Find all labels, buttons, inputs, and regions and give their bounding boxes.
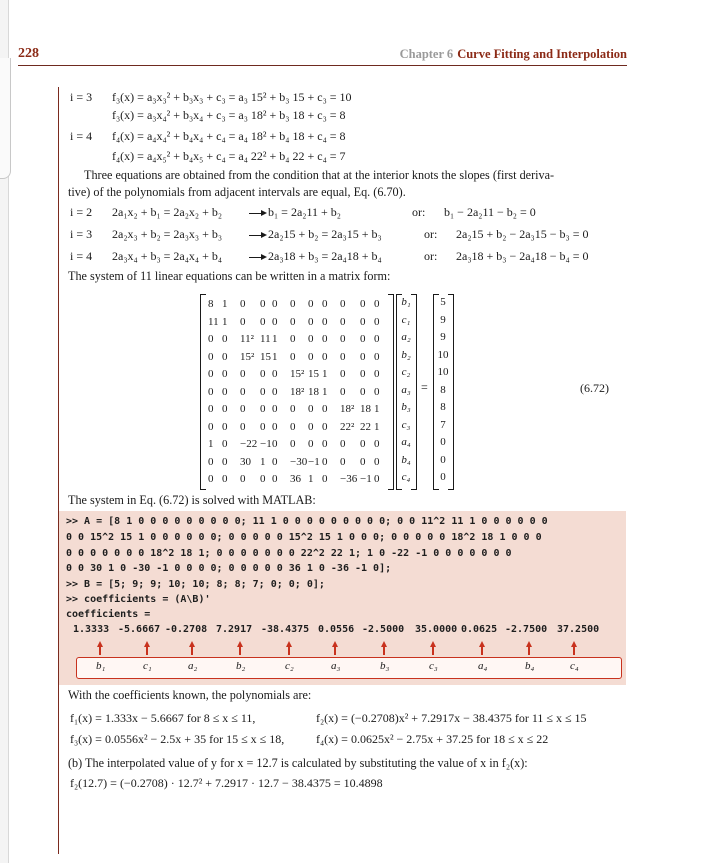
- slope-lhs-i3: 2a₂x₃ + b₂ = 2a₃x₃ + b₃: [112, 227, 223, 241]
- matrix-cell: 0: [290, 403, 296, 415]
- matrix-cell: 11²: [240, 333, 254, 345]
- matrix-cell: 0: [290, 350, 296, 363]
- matrix-cell: 0: [340, 385, 346, 398]
- matrix-cell: 0: [360, 298, 366, 310]
- matrix-bracket-right: [388, 294, 394, 490]
- part-b-result: f₂(12.7) = (−0.2708) · 12.7² + 7.2917 · 12.7 − 38.4375 = 10.4898: [70, 776, 383, 790]
- red-up-arrow-icon: [237, 641, 243, 655]
- red-up-arrow-icon: [189, 641, 195, 655]
- coefficient-value: 7.2917: [216, 624, 253, 635]
- margin-bar: [58, 87, 59, 854]
- matlab-line-1: >> A = [8 1 0 0 0 0 0 0 0 0 0; 11 1 0 0 0 0 0 0 0 0 0; 0 0 11^2 11 1 0 0 0 0 0 0: [66, 516, 548, 527]
- coefficient-name: c₃: [429, 660, 438, 672]
- matrix-cell: 0: [374, 350, 380, 363]
- matrix-cell: 0: [240, 298, 246, 310]
- matrix-cell: 0: [322, 420, 328, 433]
- matrix-cell: 0: [272, 368, 278, 380]
- matrix-cell: 0: [272, 298, 278, 310]
- rhs-cell: 8: [440, 383, 446, 396]
- matrix-cell: 1: [222, 315, 228, 328]
- coefficient-name: b₄: [525, 660, 535, 672]
- page-edge-tab: [0, 58, 11, 179]
- matrix-cell: 0: [360, 350, 366, 363]
- matrix-cell: 0: [222, 455, 228, 468]
- matrix-cell: 0: [240, 368, 246, 380]
- matrix-cell: 0: [260, 368, 266, 380]
- matrix-cell: 0: [360, 333, 366, 345]
- matrix-cell: −36: [340, 473, 358, 485]
- matrix-cell: 0: [374, 333, 380, 345]
- matrix-cell: 1: [374, 403, 380, 415]
- matrix-cell: 0: [208, 333, 214, 345]
- red-up-arrow-icon: [97, 641, 103, 655]
- red-up-arrow-icon: [144, 641, 150, 655]
- eq-f4-2: f₄(x) = a₄x₅² + b₄x₅ + c₄ = a₄ 22² + b₄ 22 + c₄ = 7: [112, 149, 346, 163]
- matrix-cell: 1: [272, 333, 278, 345]
- matrix-cell: 0: [272, 403, 278, 415]
- slope-rhs-i3: 2a₂15 + b₂ = 2a₃15 + b₃: [268, 227, 382, 241]
- unknown-cell: c₄: [401, 471, 411, 483]
- matrix-cell: −30: [290, 455, 308, 468]
- coefficient-value: 1.3333: [73, 624, 110, 635]
- matlab-line-7: coefficients =: [66, 609, 151, 620]
- matrix-cell: 1: [208, 438, 214, 450]
- eq-label-i3: i = 3: [70, 90, 93, 104]
- matrix-cell: 1: [374, 420, 380, 433]
- slope-or-i3: or:: [424, 227, 438, 241]
- matrix-cell: 0: [308, 403, 314, 415]
- arrow-icon: [246, 249, 270, 264]
- coefficient-name: b₃: [380, 660, 390, 672]
- eq-label-i4: i = 4: [70, 129, 93, 143]
- matrix-cell: 1: [260, 455, 266, 468]
- matrix-cell: 18: [360, 403, 371, 415]
- polynomial-f4: f₄(x) = 0.0625x² − 2.75x + 37.25 for 18 ≤ x ≤ 22: [316, 732, 549, 746]
- rhs-cell: 7: [440, 418, 446, 431]
- matrix-cell: 8: [208, 298, 214, 310]
- matrix-cell: 0: [360, 438, 366, 450]
- matrix-cell: 18²: [340, 403, 355, 415]
- matrix-cell: 0: [240, 420, 246, 433]
- matrix-cell: 0: [322, 333, 328, 345]
- unknown-cell: b₂: [401, 348, 411, 361]
- slope-alt-i3: 2a₂15 + b₂ − 2a₃15 − b₃ = 0: [456, 227, 589, 241]
- matrix-cell: 0: [340, 455, 346, 468]
- unknown-cell: a₃: [401, 383, 411, 396]
- unknown-cell: c₂: [401, 366, 411, 378]
- matrix-cell: 0: [240, 315, 246, 328]
- matrix-cell: 0: [322, 473, 328, 485]
- matrix-bracket-left: [200, 294, 206, 490]
- eq-f3-2: f₃(x) = a₃x₄² + b₃x₄ + c₃ = a₃ 18² + b₃ 18 + c₃ = 8: [112, 108, 346, 122]
- rhs-cell: 0: [440, 436, 446, 448]
- matrix-cell: 0: [260, 315, 266, 328]
- unknown-cell: a₄: [401, 436, 411, 448]
- matrix-cell: 11: [260, 333, 271, 345]
- slope-or-i4: or:: [424, 249, 438, 263]
- matrix-cell: −1: [260, 438, 272, 450]
- slope-label-i2: i = 2: [70, 205, 93, 219]
- coefficient-name: c₁: [143, 660, 152, 672]
- matrix-cell: 0: [308, 298, 314, 310]
- matrix-cell: 1: [308, 473, 314, 485]
- matrix-cell: 0: [340, 438, 346, 450]
- matlab-line-6: >> coefficients = (A\B)': [66, 594, 211, 605]
- red-up-arrow-icon: [526, 641, 532, 655]
- matrix-cell: 0: [308, 438, 314, 450]
- matrix-cell: 0: [322, 438, 328, 450]
- matrix-cell: 0: [272, 473, 278, 485]
- matrix-cell: 0: [240, 385, 246, 398]
- matrix-cell: 0: [340, 315, 346, 328]
- rhs-cell: 9: [440, 331, 446, 343]
- matrix-cell: 0: [290, 333, 296, 345]
- matrix-cell: 0: [222, 333, 228, 345]
- coefficient-name: b₁: [96, 660, 106, 672]
- matrix-cell: 0: [374, 385, 380, 398]
- matrix-cell: 0: [308, 350, 314, 363]
- red-up-arrow-icon: [381, 641, 387, 655]
- coefficient-name: c₄: [570, 660, 579, 672]
- matrix-cell: 0: [260, 385, 266, 398]
- matrix-cell: 0: [308, 333, 314, 345]
- matrix-cell: 0: [208, 385, 214, 398]
- coefficient-name: a₄: [478, 660, 488, 672]
- matrix-cell: 0: [222, 368, 228, 380]
- matrix-cell: 0: [308, 420, 314, 433]
- coefficient-value: -2.5000: [362, 624, 405, 635]
- matrix-cell: 0: [240, 403, 246, 415]
- coefficient-name: c₂: [285, 660, 294, 672]
- equation-number: (6.72): [580, 381, 609, 395]
- matlab-line-3: 0 0 0 0 0 0 0 18^2 18 1; 0 0 0 0 0 0 0 22^2 22 1; 1 0 -22 -1 0 0 0 0 0 0 0: [66, 548, 512, 559]
- coefficient-value: -38.4375: [261, 624, 310, 635]
- coefficient-value: 0.0625: [461, 624, 498, 635]
- slope-alt-i4: 2a₃18 + b₃ − 2a₄18 − b₄ = 0: [456, 249, 589, 263]
- matrix-cell: 1: [322, 368, 328, 380]
- rhs-cell: 5: [440, 296, 446, 308]
- page-number: 228: [18, 46, 39, 61]
- matrix-cell: 0: [272, 420, 278, 433]
- matrix-cell: 1: [322, 385, 328, 398]
- matrix-cell: 0: [360, 315, 366, 328]
- chapter-title: Curve Fitting and Interpolation: [457, 47, 627, 61]
- slope-label-i4: i = 4: [70, 249, 93, 263]
- matrix-cell: 0: [260, 298, 266, 310]
- matrix-cell: 0: [208, 420, 214, 433]
- matrix-cell: 0: [222, 350, 228, 363]
- coefficient-value: 0.0556: [318, 624, 355, 635]
- matrix-cell: 0: [360, 368, 366, 380]
- polynomial-f2: f₂(x) = (−0.2708)x² + 7.2917x − 38.4375 for 11 ≤ x ≤ 15: [316, 711, 587, 725]
- matrix-cell: 11: [208, 315, 219, 328]
- coefficient-value: 37.2500: [557, 624, 600, 635]
- coefficient-value: 35.0000: [415, 624, 458, 635]
- matrix-cell: 15: [308, 368, 319, 380]
- matrix-cell: 15²: [290, 368, 305, 380]
- matrix-equals: =: [421, 380, 428, 394]
- matrix-cell: 15: [260, 350, 271, 363]
- slope-rhs-i4: 2a₃18 + b₃ = 2a₄18 + b₄: [268, 249, 382, 263]
- matrix-cell: 0: [290, 298, 296, 310]
- polynomial-f1: f₁(x) = 1.333x − 5.6667 for 8 ≤ x ≤ 11,: [70, 711, 256, 725]
- red-up-arrow-icon: [286, 641, 292, 655]
- matrix-cell: 0: [374, 438, 380, 450]
- page-header: [18, 46, 627, 64]
- matrix-cell: 18²: [290, 385, 305, 398]
- matrix-cell: 30: [240, 455, 251, 468]
- rhs-cell: 10: [437, 366, 449, 378]
- matrix-cell: 0: [272, 315, 278, 328]
- matrix-cell: 0: [308, 315, 314, 328]
- paragraph-line-2: tive) of the polynomials from adjacent intervals are equal, Eq. (6.70).: [68, 185, 406, 199]
- matrix-cell: 1: [222, 298, 228, 310]
- matrix-cell: 0: [340, 350, 346, 363]
- matrix-cell: 0: [208, 350, 214, 363]
- matrix-cell: 0: [272, 385, 278, 398]
- slope-rhs-i2: b₁ = 2a₂11 + b₂: [268, 205, 341, 219]
- coefficient-name: a₃: [331, 660, 341, 672]
- matrix-cell: 0: [340, 368, 346, 380]
- matrix-cell: −1: [308, 455, 320, 468]
- matrix-cell: 36: [290, 473, 301, 485]
- matlab-line-2: 0 0 15^2 15 1 0 0 0 0 0 0; 0 0 0 0 0 15^2 15 1 0 0 0; 0 0 0 0 0 18^2 18 1 0 0 0: [66, 532, 542, 543]
- coefficient-value: -0.2708: [165, 624, 208, 635]
- unknown-cell: b₄: [401, 453, 411, 466]
- matrix-cell: −1: [360, 473, 372, 485]
- matlab-line-5: >> B = [5; 9; 9; 10; 10; 8; 8; 7; 0; 0; 0];: [66, 579, 325, 590]
- rhs-cell: 10: [437, 348, 449, 361]
- arrow-icon: [246, 205, 270, 220]
- matrix-cell: 0: [322, 315, 328, 328]
- matrix-cell: 0: [272, 455, 278, 468]
- matrix-cell: 0: [360, 385, 366, 398]
- matrix-cell: 0: [260, 403, 266, 415]
- red-up-arrow-icon: [571, 641, 577, 655]
- matrix-cell: 0: [222, 403, 228, 415]
- red-up-arrow-icon: [430, 641, 436, 655]
- unknown-cell: c₁: [401, 313, 411, 326]
- eq-f4-1: f₄(x) = a₄x₄² + b₄x₄ + c₄ = a₄ 18² + b₄ 18 + c₄ = 8: [112, 129, 346, 143]
- coefficient-name-box: [76, 657, 622, 679]
- matlab-intro: The system in Eq. (6.72) is solved with MATLAB:: [68, 493, 316, 507]
- matrix-cell: 0: [374, 368, 380, 380]
- header-rule: [18, 65, 627, 66]
- matrix-cell: 0: [272, 438, 278, 450]
- matrix-cell: 1: [272, 350, 278, 363]
- matlab-line-4: 0 0 30 1 0 -30 -1 0 0 0 0; 0 0 0 0 0 36 1 0 -36 -1 0];: [66, 563, 392, 574]
- paragraph-line-1: Three equations are obtained from the condition that at the interior knots the slopes (first deriva-: [84, 168, 555, 182]
- matrix-cell: 0: [208, 473, 214, 485]
- matrix-cell: 0: [322, 350, 328, 363]
- matrix-cell: 0: [208, 368, 214, 380]
- matrix-cell: 22: [360, 420, 371, 433]
- rhs-cell: 0: [440, 471, 446, 483]
- matrix-cell: 18: [308, 385, 319, 398]
- matrix-cell: 0: [374, 298, 380, 310]
- matrix-cell: 0: [260, 420, 266, 433]
- arrow-icon: [246, 227, 270, 242]
- matrix-cell: 0: [240, 473, 246, 485]
- coefficient-value: -5.6667: [118, 624, 161, 635]
- red-up-arrow-icon: [479, 641, 485, 655]
- matrix-cell: 0: [374, 455, 380, 468]
- matrix-cell: 0: [290, 438, 296, 450]
- matrix-cell: 0: [290, 315, 296, 328]
- matrix-cell: 0: [322, 298, 328, 310]
- slope-label-i3: i = 3: [70, 227, 93, 241]
- unknown-cell: b₁: [401, 296, 411, 308]
- chapter-heading: [400, 47, 627, 62]
- slope-or-i2: or:: [412, 205, 426, 219]
- matrix-cell: 0: [374, 473, 380, 485]
- matrix-cell: 0: [290, 420, 296, 433]
- matrix-cell: 0: [360, 455, 366, 468]
- matrix-cell: 0: [322, 403, 328, 415]
- eq-f3-1: f₃(x) = a₃x₃² + b₃x₃ + c₃ = a₃ 15² + b₃ 15 + c₃ = 10: [112, 90, 352, 104]
- coefficient-name: b₂: [236, 660, 246, 672]
- matrix-cell: 0: [340, 298, 346, 310]
- matrix-cell: 0: [222, 473, 228, 485]
- matrix-cell: 0: [260, 473, 266, 485]
- unknown-cell: c₃: [401, 418, 411, 431]
- matrix-cell: 15²: [240, 350, 255, 363]
- unknown-cell: a₂: [401, 331, 411, 343]
- rhs-cell: 8: [440, 401, 446, 413]
- slope-lhs-i2: 2a₁x₂ + b₁ = 2a₂x₂ + b₂: [112, 205, 223, 219]
- coefficient-value: -2.7500: [505, 624, 548, 635]
- matrix-cell: −22: [240, 438, 258, 450]
- slope-alt-i2: b₁ − 2a₂11 − b₂ = 0: [444, 205, 536, 219]
- chapter-label: Chapter 6: [399, 47, 454, 61]
- matrix-cell: 0: [208, 403, 214, 415]
- coefficient-name: a₂: [188, 660, 198, 672]
- matrix-intro: The system of 11 linear equations can be written in a matrix form:: [68, 269, 391, 283]
- part-b-text: (b) The interpolated value of y for x = 12.7 is calculated by substituting the value of x in f₂(x):: [68, 756, 528, 770]
- unknown-cell: b₃: [401, 401, 411, 413]
- matrix-cell: 0: [222, 420, 228, 433]
- matrix-cell: 0: [208, 455, 214, 468]
- polynomials-intro: With the coefficients known, the polynomials are:: [68, 688, 312, 702]
- red-up-arrow-icon: [332, 641, 338, 655]
- matrix-cell: 0: [322, 455, 328, 468]
- rhs-cell: 9: [440, 313, 446, 326]
- slope-lhs-i4: 2a₃x₄ + b₃ = 2a₄x₄ + b₄: [112, 249, 223, 263]
- polynomial-f3: f₃(x) = 0.0556x² − 2.5x + 35 for 15 ≤ x ≤ 18,: [70, 732, 285, 746]
- matrix-cell: 0: [222, 438, 228, 450]
- matrix-cell: 0: [222, 385, 228, 398]
- matrix-cell: 0: [374, 315, 380, 328]
- matrix-cell: 0: [340, 333, 346, 345]
- rhs-cell: 0: [440, 453, 446, 466]
- matrix-cell: 22²: [340, 420, 355, 433]
